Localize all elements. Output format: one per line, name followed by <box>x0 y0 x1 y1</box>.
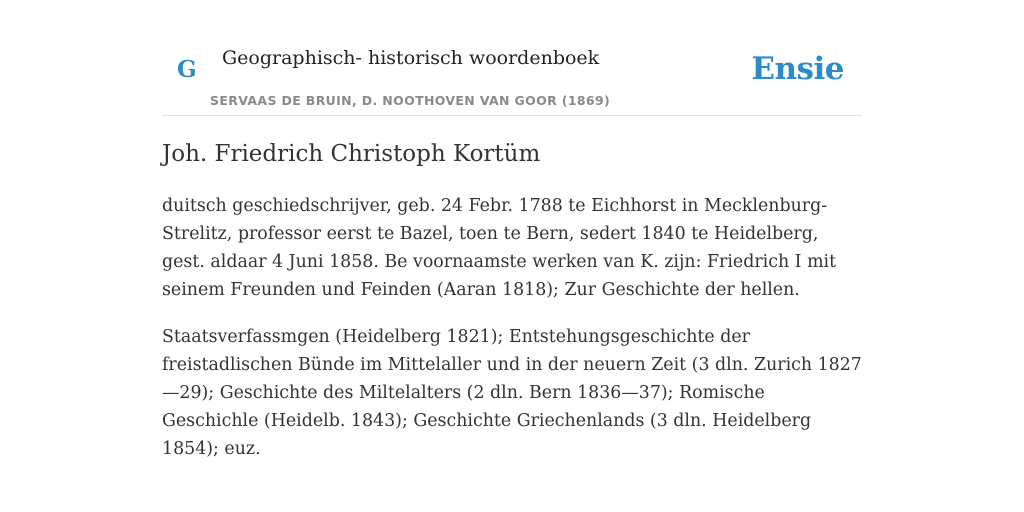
entry-paragraph: Staatsverfassmgen (Heidelberg 1821); Entstehungsgeschichte der freistadlischen Bünde im Mittelaller und in der neuern Zeit (3 dln. Zurich 1827—29); Geschichte des Miltelalters (2 dln. Bern 1836—37); Romische Geschichle (Heidelb. 1843); Geschichte Griechenlands (3 dln. Heidelberg 1854); euz. <box>162 327 862 459</box>
page-header <box>162 36 862 116</box>
book-title-link[interactable]: Geographisch- historisch woordenboek <box>222 47 600 69</box>
book-letter-icon[interactable]: G <box>177 56 197 83</box>
entry-body <box>162 192 862 482</box>
entry-title: Joh. Friedrich Christoph Kortüm <box>162 141 541 167</box>
entry-paragraph: duitsch geschiedschrijver, geb. 24 Febr. 1788 te Eichhorst in Mecklenburg-Strelitz, professor eerst te Bazel, toen te Bern, sedert 1840 te Heidelberg, gest. aldaar 4 Juni 1858. Be voornaamste werken van K. zijn: Friedrich I mit seinem Freunden und Feinden (Aaran 1818); Zur Geschichte der hellen. <box>162 196 837 300</box>
ensie-logo[interactable]: Ensie <box>751 51 844 87</box>
book-authors: SERVAAS DE BRUIN, D. NOOTHOVEN VAN GOOR (1869) <box>210 93 611 108</box>
